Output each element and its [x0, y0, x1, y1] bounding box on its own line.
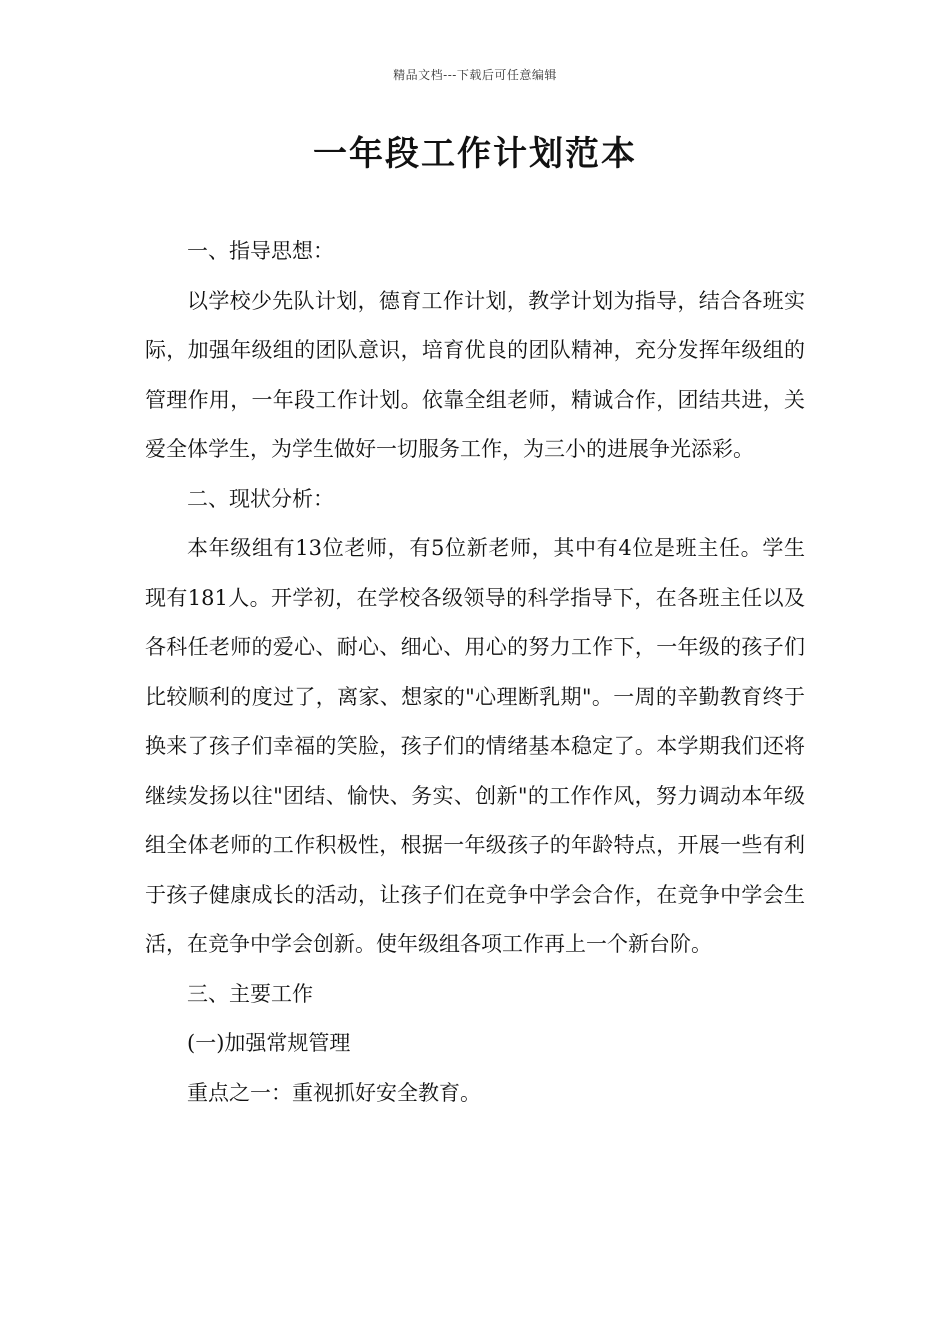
header-note: 精品文档---下载后可任意编辑: [393, 68, 557, 82]
subsection-heading-routine-management: (一)加强常规管理: [187, 1031, 351, 1055]
document-body: [145, 227, 805, 1118]
paragraph-status-analysis: 本年级组有13位老师，有5位新老师，其中有4位是班主任。学生现有181人。开学初，在学校各级领导的科学指导下，在各班主任以及各科任老师的爱心、耐心、细心、用心的努力工作下，一年级的孩子们比较顺利的度过了，离家、想家的"心理断乳期"。一周的辛勤教育终于换来了孩子们幸福的笑脸，孩子们的情绪基本稳定了。本学期我们还将继续发扬以往"团结、愉快、务实、创新"的工作作风，努力调动本年级组全体老师的工作积极性，根据一年级孩子的年龄特点，开展一些有利于孩子健康成长的活动，让孩子们在竞争中学会合作，在竞争中学会生活，在竞争中学会创新。使年级组各项工作再上一个新台阶。: [145, 536, 805, 956]
section-heading-status-analysis: 二、现状分析：: [187, 486, 334, 511]
section-heading-guiding-ideology: 一、指导思想：: [187, 239, 334, 263]
section-heading-main-work: 三、主要工作: [187, 981, 313, 1006]
document-title: 一年段工作计划范本: [313, 134, 637, 174]
paragraph-guiding-ideology: 以学校少先队计划，德育工作计划，教学计划为指导，结合各班实际，加强年级组的团队意识，培育优良的团队精神，充分发挥年级组的管理作用，一年段工作计划。依靠全组老师，精诚合作，团结共进，关爱全体学生，为学生做好一切服务工作，为三小的进展争光添彩。: [145, 288, 805, 461]
paragraph-safety-education: 重点之一：重视抓好安全教育。: [187, 1080, 481, 1105]
